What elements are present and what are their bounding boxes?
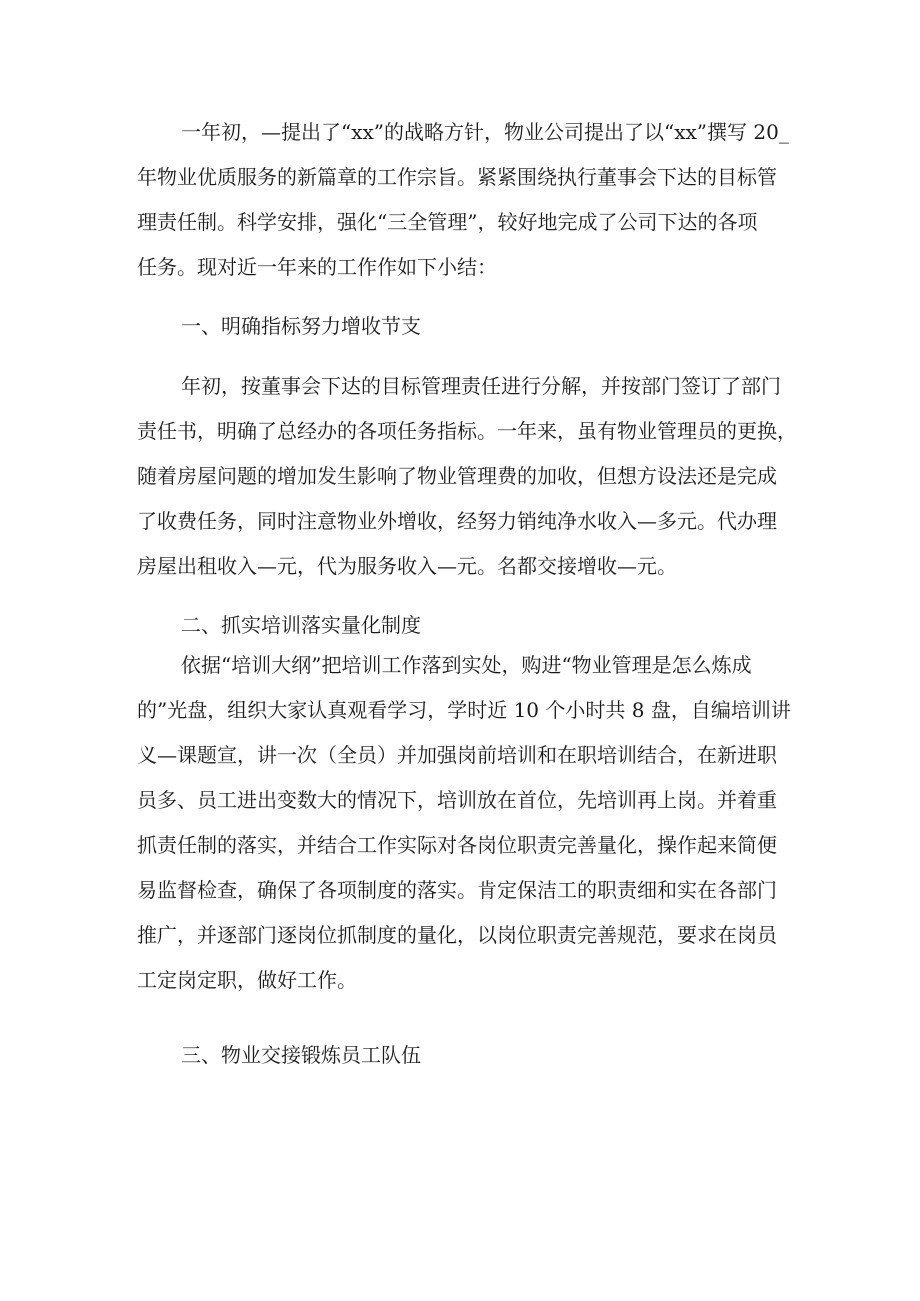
section-2-line-3: 义—课题宣，讲一次（全员）并加强岗前培训和在职培训结合，在新进职	[137, 743, 777, 767]
intro-line-2: 年物业优质服务的新篇章的工作宗旨。紧紧围绕执行董事会下达的目标管	[137, 165, 777, 189]
section-1-line-2: 责任书，明确了总经办的各项任务指标。一年来，虽有物业管理员的更换，	[137, 419, 797, 443]
section-2-line-4: 员多、员工进出变数大的情况下，培训放在首位，先培训再上岗。并着重	[137, 788, 777, 812]
section-2-line-2: 的”光盘，组织大家认真观看学习，学时近 10 个小时共 8 盘，自编培训讲	[137, 698, 791, 722]
section-1-line-1: 年初，按董事会下达的目标管理责任进行分解，并按部门签订了部门	[181, 374, 781, 398]
section-1-line-5: 房屋出租收入—元，代为服务收入—元。名都交接增收—元。	[137, 554, 677, 578]
section-2-heading: 二、抓实培训落实量化制度	[181, 613, 421, 637]
section-1-line-3: 随着房屋问题的增加发生影响了物业管理费的加收，但想方设法还是完成	[137, 464, 777, 488]
section-2-line-1: 依据“培训大纲”把培训工作落到实处，购进“物业管理是怎么炼成	[181, 653, 752, 677]
section-1-line-4: 了收费任务，同时注意物业外增收，经努力销纯净水收入—多元。代办理	[137, 509, 777, 533]
section-2-line-8: 工定岗定职，做好工作。	[137, 968, 357, 992]
section-2-line-6: 易监督检查，确保了各项制度的落实。肯定保洁工的职责细和实在各部门	[137, 878, 777, 902]
section-2-line-7: 推广，并逐部门逐岗位抓制度的量化，以岗位职责完善规范，要求在岗员	[137, 923, 777, 947]
section-3-heading: 三、物业交接锻炼员工队伍	[181, 1043, 421, 1067]
intro-line-1: 一年初，—提出了“xx”的战略方针，物业公司提出了以“xx”撰写 20_	[181, 120, 789, 144]
intro-line-3: 理责任制。科学安排，强化“三全管理”，较好地完成了公司下达的各项	[137, 210, 758, 234]
section-2-line-5: 抓责任制的落实，并结合工作实际对各岗位职责完善量化，操作起来简便	[137, 833, 777, 857]
intro-line-4: 任务。现对近一年来的工作作如下小结：	[137, 255, 497, 279]
section-1-heading: 一、明确指标努力增收节支	[181, 314, 421, 338]
